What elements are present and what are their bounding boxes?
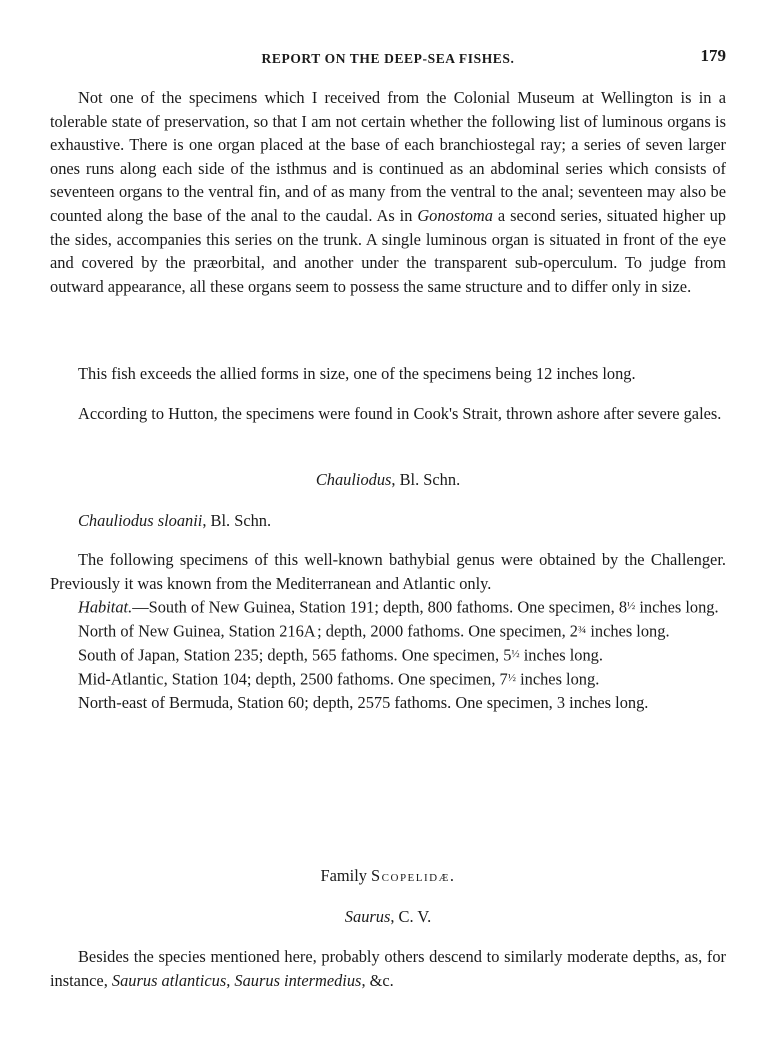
family-prefix: Family bbox=[320, 866, 372, 885]
para5-sep: , bbox=[226, 970, 235, 990]
paragraph-luminous-organs bbox=[50, 86, 726, 298]
record-mid: ; depth, 2000 fathoms. One specimen, 2 bbox=[317, 621, 578, 641]
habitat-line bbox=[50, 595, 726, 619]
para1-genus: Gonostoma bbox=[417, 205, 493, 225]
record-text: South of Japan, Station 235; depth, 565 fathoms. One specimen, 5 bbox=[78, 645, 512, 665]
record-tail: inches long. bbox=[515, 669, 600, 689]
para2-text: This fish exceeds the allied forms in size, one of the specimens being 12 inches long. bbox=[78, 364, 636, 383]
paragraph-specimens bbox=[50, 548, 726, 714]
para1-rest: a second series, situated higher up the sides, accompanies this series on the trunk. A single luminous organ is situated in front of the eye and covered by the præorbital, and another under the transparent sub-operculum. To judge from outward appearance, all these organs seem to possess the same structure and to differ only in size. bbox=[50, 205, 726, 296]
paragraph-size bbox=[50, 362, 726, 386]
habitat-text: —South of New Guinea, Station 191; depth, 800 fathoms. One specimen, 8 bbox=[132, 597, 628, 617]
record-line bbox=[50, 643, 726, 667]
habitat-fraction: ½ bbox=[627, 600, 636, 613]
family-heading bbox=[50, 864, 726, 888]
paragraph-locality bbox=[50, 402, 726, 426]
paragraph-saurus bbox=[50, 945, 726, 992]
record-fraction: ¾ bbox=[577, 624, 587, 637]
para1-text: Not one of the specimens which I received from the Colonial Museum at Wellington is in a tolerable state of preservation, so that I am not certain whether the following list of luminous organs is exhaustive. There is one organ placed at the base of each branchiostegal ray; a series of seven larger ones runs along each side of the isthmus and is continued as an abdominal series which consists of seventeen organs to the ventral fin, and of as many from the ventral to the anal; seventeen may also be counted along the base of the anal to the caudal. As in bbox=[50, 88, 726, 225]
species-heading bbox=[50, 509, 726, 533]
record-text: Mid-Atlantic, Station 104; depth, 2500 fathoms. One specimen, 7 bbox=[78, 669, 508, 689]
record-station-letter: A bbox=[303, 621, 318, 641]
genus-heading-saurus bbox=[50, 905, 726, 929]
page-number: 179 bbox=[700, 46, 726, 65]
running-header bbox=[50, 44, 726, 68]
para5-text: Besides the species mentioned here, probably others descend to similarly moderate depths, as, for instance, bbox=[50, 947, 726, 990]
family-name: Scopelidæ. bbox=[371, 866, 456, 885]
record-tail: inches long. bbox=[519, 645, 603, 665]
para5-species-2: Saurus intermedius bbox=[234, 970, 362, 990]
para4-text: The following specimens of this well-known bathybial genus were obtained by the Challenger. Previously it was known from the Mediterranean and Atlantic only. bbox=[50, 550, 726, 593]
genus-name: Chauliodus bbox=[315, 470, 392, 489]
habitat-label: Habitat. bbox=[78, 597, 133, 617]
record-fraction: ½ bbox=[507, 671, 516, 684]
para5-species-1: Saurus atlanticus bbox=[111, 970, 227, 990]
genus-heading-chauliodus bbox=[50, 468, 726, 492]
record-tail: inches long. bbox=[586, 621, 670, 641]
habitat-tail: inches long. bbox=[635, 597, 719, 617]
running-title: REPORT ON THE DEEP-SEA FISHES. bbox=[261, 51, 515, 66]
record-line bbox=[50, 691, 726, 715]
record-text: North-east of Bermuda, Station 60; depth, 2575 fathoms. One specimen, 3 inches long. bbox=[78, 692, 649, 712]
species-name: Chauliodus sloanii bbox=[78, 511, 203, 530]
para3-text: According to Hutton, the specimens were found in Cook's Strait, thrown ashore after severe gales. bbox=[78, 404, 722, 423]
genus2-authority: , C. V. bbox=[390, 907, 432, 926]
para5-end: , &c. bbox=[361, 970, 394, 990]
record-line bbox=[50, 619, 726, 643]
record-text: North of New Guinea, Station 216 bbox=[78, 621, 304, 641]
record-line bbox=[50, 667, 726, 691]
record-fraction: ½ bbox=[511, 647, 520, 660]
species-authority: , Bl. Schn. bbox=[202, 511, 272, 530]
genus2-name: Saurus bbox=[344, 907, 391, 926]
genus-authority: , Bl. Schn. bbox=[391, 470, 461, 489]
